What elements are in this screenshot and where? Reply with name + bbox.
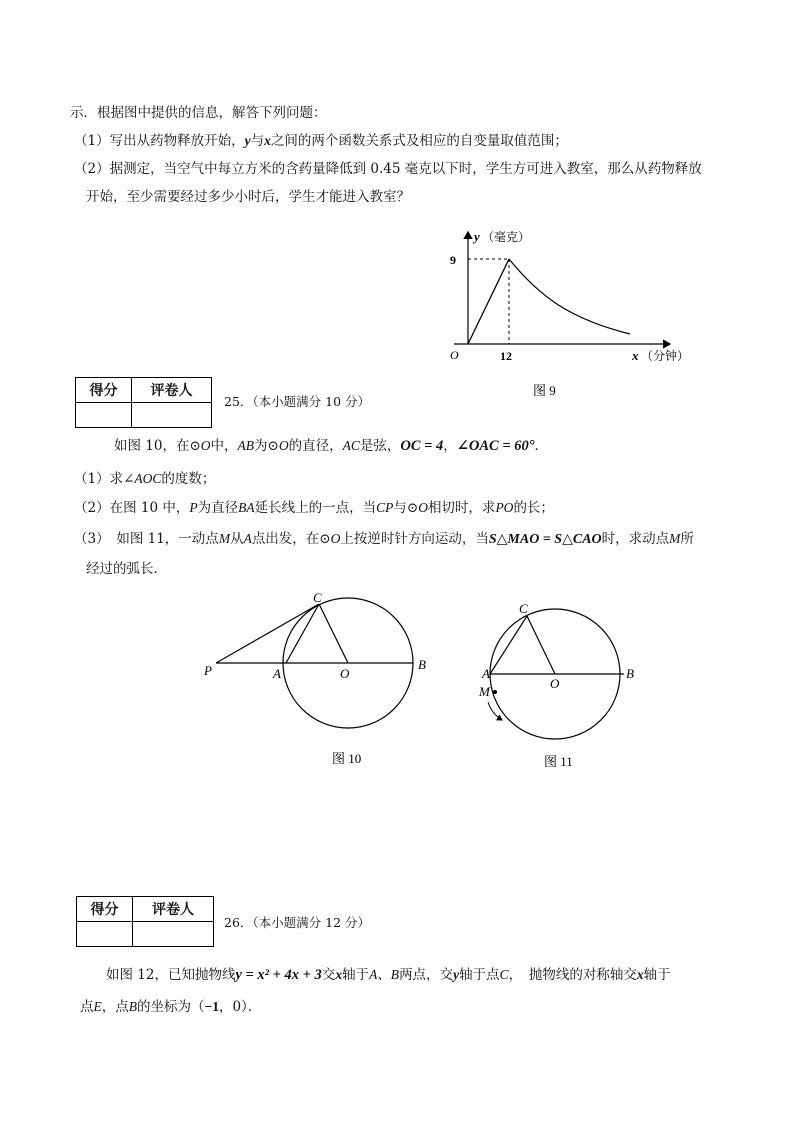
radius-oc bbox=[319, 604, 348, 663]
counterclockwise-arrow bbox=[488, 702, 502, 720]
y-axis-label: y bbox=[474, 229, 480, 244]
point-b-label: B bbox=[418, 657, 426, 672]
linear-segment bbox=[468, 259, 509, 344]
point-m-label: M bbox=[479, 684, 490, 699]
point-c-label: C bbox=[313, 590, 322, 605]
figure-10 bbox=[198, 586, 438, 772]
q25-part3-line1: （3） 如图 11，一动点M从A点出发，在⊙O上按逆时针方向运动，当S△MAO = S△CAO时，求动点M所 bbox=[74, 531, 694, 547]
q25-part1: （1）求∠AOC的度数； bbox=[74, 471, 216, 487]
grader-cell[interactable] bbox=[133, 922, 214, 947]
q24-intro: 示．根据图中提供的信息，解答下列问题： bbox=[70, 105, 327, 121]
score-cell[interactable] bbox=[76, 403, 132, 428]
chord-ac bbox=[490, 616, 527, 674]
q25-part3-line2: 经过的弧长． bbox=[86, 561, 167, 577]
q25-header: 25．（本小题满分 10 分） bbox=[224, 394, 371, 409]
score-header: 得分 bbox=[76, 378, 132, 403]
q26-header: 26．（本小题满分 12 分） bbox=[224, 915, 371, 930]
point-o-label: O bbox=[340, 666, 350, 681]
q26-line1: 如图 12，已知抛物线y = x² + 4x + 3交x轴于A、B两点，交y轴于点C， 抛物线的对称轴交x轴于 bbox=[106, 967, 671, 983]
radius-oc bbox=[527, 616, 555, 674]
score-header: 得分 bbox=[77, 897, 133, 922]
score-table-q25 bbox=[75, 377, 212, 428]
peak-y-label: 9 bbox=[450, 253, 456, 267]
figure-10-caption: 图 10 bbox=[332, 751, 362, 766]
figure-9 bbox=[430, 222, 700, 404]
y-axis-unit: （毫克） bbox=[482, 230, 531, 244]
x-axis-unit: （分钟） bbox=[641, 349, 690, 363]
q26-line2: 点E，点B的坐标为（−1，0）． bbox=[80, 999, 262, 1015]
score-cell[interactable] bbox=[77, 922, 133, 947]
q24-part2-line2: 开始，至少需要经过多少小时后，学生才能进入教室？ bbox=[86, 189, 410, 205]
point-m-dot bbox=[493, 690, 497, 694]
figure-11 bbox=[476, 598, 646, 774]
peak-x-label: 12 bbox=[500, 349, 512, 363]
q24-part1: （1）写出从药物释放开始，y与x之间的两个函数关系式及相应的自变量取值范围； bbox=[74, 133, 568, 149]
tangent-pc bbox=[216, 604, 319, 663]
point-p-label: P bbox=[204, 663, 212, 678]
q25-stem: 如图 10，在⊙O中，AB为⊙O的直径，AC是弦，OC = 4，∠OAC = 60°． bbox=[114, 438, 549, 454]
decay-curve bbox=[509, 259, 630, 334]
figure-9-caption: 图 9 bbox=[533, 383, 556, 398]
q24-part2-line1: （2）据测定，当空气中每立方米的含药量降低到 0.45 毫克以下时，学生方可进入教室，那么从药物释放 bbox=[74, 161, 702, 177]
point-o-label: O bbox=[550, 676, 560, 691]
grader-header: 评卷人 bbox=[132, 378, 212, 403]
point-a-label: A bbox=[273, 666, 281, 681]
grader-cell[interactable] bbox=[132, 403, 212, 428]
score-table-q26 bbox=[76, 896, 214, 947]
point-b-label: B bbox=[626, 666, 634, 681]
x-axis-label: x bbox=[632, 348, 639, 363]
origin-label: O bbox=[450, 348, 459, 362]
q25-part2: （2）在图 10 中，P为直径BA延长线上的一点，当CP与⊙O相切时，求PO的长； bbox=[74, 500, 554, 516]
figure-11-caption: 图 11 bbox=[544, 754, 573, 769]
point-a-label: A bbox=[482, 666, 490, 681]
point-c-label: C bbox=[519, 601, 528, 616]
grader-header: 评卷人 bbox=[133, 897, 214, 922]
